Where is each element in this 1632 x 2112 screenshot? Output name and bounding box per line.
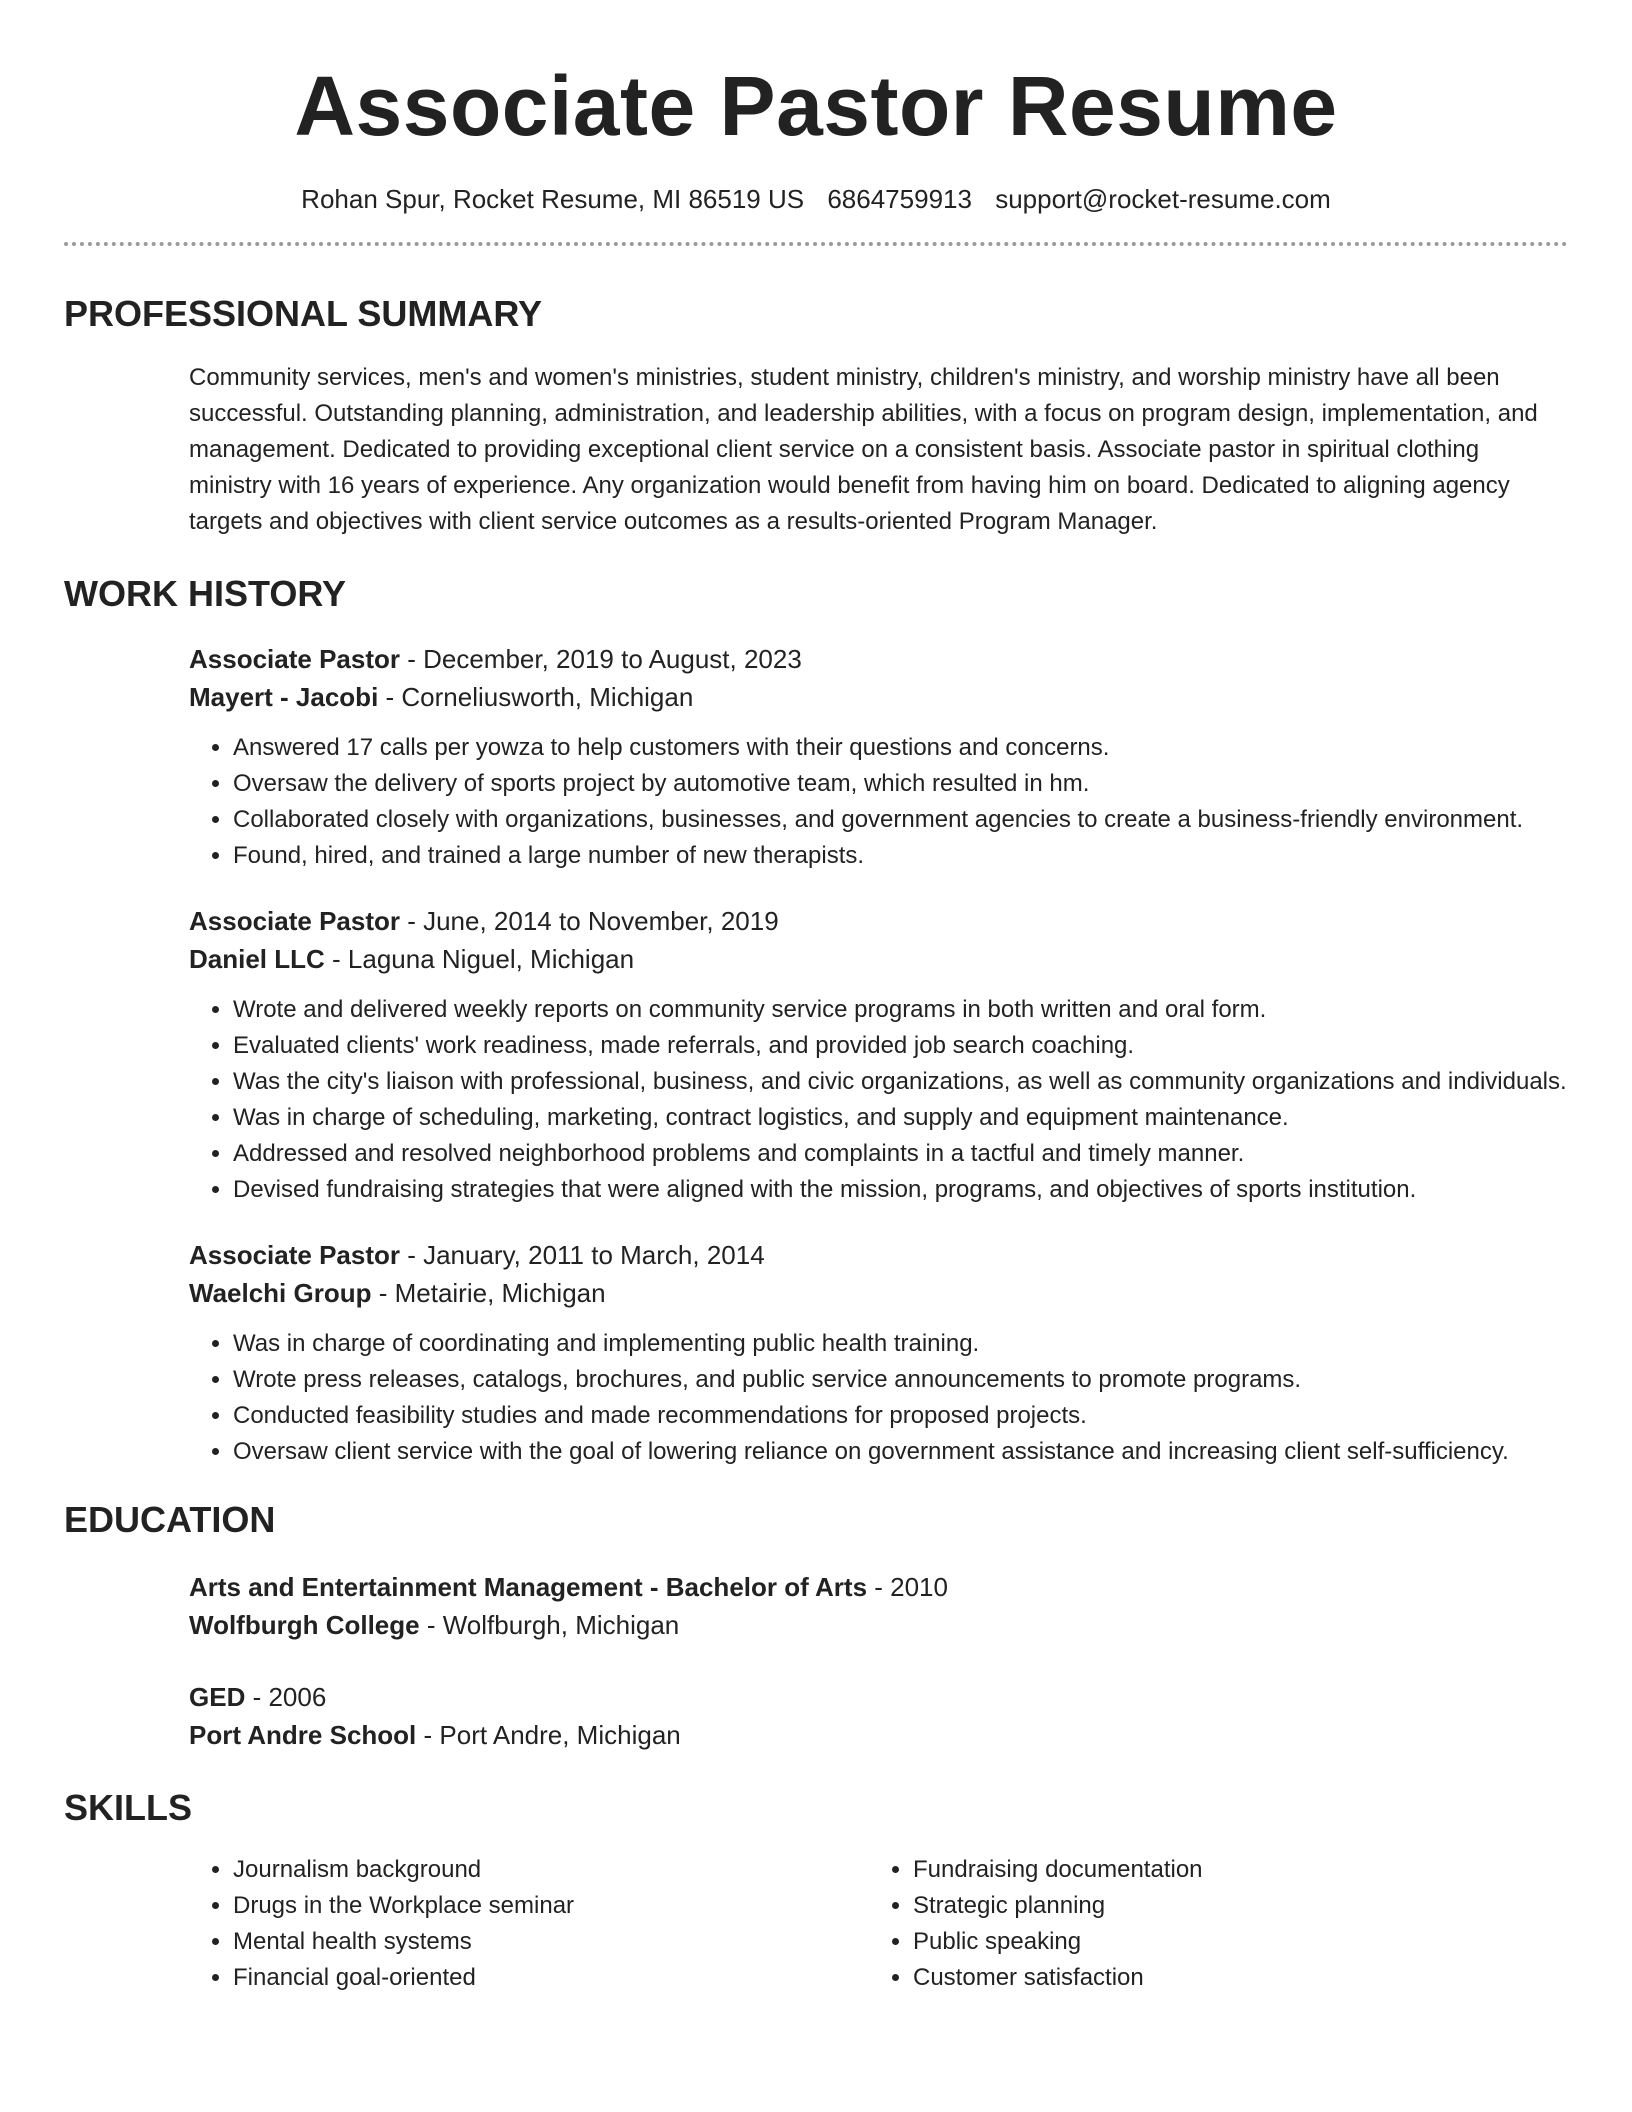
list-item: • Devised fundraising strategies that were aligned with the mission, programs, and objectives of sports institution. bbox=[233, 1172, 1568, 1208]
school: Port Andre School bbox=[189, 1720, 417, 1750]
school-location: - Port Andre, Michigan bbox=[416, 1720, 681, 1750]
list-item: • Wrote and delivered weekly reports on community service programs in both written and oral form. bbox=[233, 992, 1568, 1028]
job-entry bbox=[189, 902, 1568, 1208]
resume-title: Associate Pastor Resume bbox=[294, 59, 1338, 153]
job-title: Associate Pastor bbox=[189, 906, 400, 936]
skills-section bbox=[64, 1786, 1568, 1996]
job-entry bbox=[189, 640, 1568, 874]
education-heading: EDUCATION bbox=[64, 1499, 276, 1540]
list-item: • Fundraising documentation bbox=[913, 1852, 1549, 1888]
list-item: • Was the city's liaison with professional, business, and civic organizations, as well as community organizations and individuals. bbox=[233, 1064, 1568, 1100]
school: Wolfburgh College bbox=[189, 1610, 420, 1640]
job-dates: - June, 2014 to November, 2019 bbox=[399, 906, 779, 936]
contact-address: Rohan Spur, Rocket Resume, MI 86519 US bbox=[301, 184, 805, 214]
list-item: • Collaborated closely with organizations, businesses, and government agencies to create a business-friendly environment. bbox=[233, 802, 1568, 838]
list-item: • Answered 17 calls per yowza to help customers with their questions and concerns. bbox=[233, 730, 1568, 766]
list-item: • Journalism background bbox=[233, 1852, 869, 1888]
job-company-line bbox=[189, 940, 1568, 978]
degree-year: - 2006 bbox=[245, 1682, 327, 1712]
skills-heading: SKILLS bbox=[64, 1787, 193, 1828]
job-company: Waelchi Group bbox=[189, 1278, 372, 1308]
list-item: • Oversaw client service with the goal of lowering reliance on government assistance and increasing client self-sufficiency. bbox=[233, 1434, 1568, 1470]
list-item: • Public speaking bbox=[913, 1924, 1549, 1960]
job-title-line bbox=[189, 640, 1568, 678]
school-location: - Wolfburgh, Michigan bbox=[419, 1610, 680, 1640]
contact-line bbox=[64, 182, 1568, 216]
contact-email: support@rocket-resume.com bbox=[995, 184, 1331, 214]
job-entry bbox=[189, 1236, 1568, 1470]
list-item: • Found, hired, and trained a large number of new therapists. bbox=[233, 838, 1568, 874]
header-divider bbox=[64, 242, 1568, 246]
degree: Arts and Entertainment Management - Bachelor of Arts bbox=[189, 1572, 868, 1602]
education-entry bbox=[189, 1568, 1568, 1644]
school-line bbox=[189, 1716, 1568, 1754]
degree-line bbox=[189, 1568, 1568, 1606]
job-location: - Corneliusworth, Michigan bbox=[378, 682, 694, 712]
education-section bbox=[64, 1498, 1568, 1754]
work-history-heading: WORK HISTORY bbox=[64, 573, 347, 614]
job-bullets bbox=[189, 730, 1568, 874]
summary-text: Community services, men's and women's ministries, student ministry, children's ministry, and worship ministry have all been successful. Outstanding planning, administration, and leadership abilities, with a focus on program design, implementation, and management. Dedicated to providing exceptional client service on a consistent basis. Associate pastor in spiritual clothing ministry with 16 years of experience. Any organization would benefit from having him on board. Dedicated to aligning agency targets and objectives with client service outcomes as a results-oriented Program Manager. bbox=[189, 364, 1538, 535]
school-line bbox=[189, 1606, 1568, 1644]
job-title: Associate Pastor bbox=[189, 1240, 400, 1270]
list-item: • Evaluated clients' work readiness, made referrals, and provided job search coaching. bbox=[233, 1028, 1568, 1064]
job-title: Associate Pastor bbox=[189, 644, 400, 674]
education-entry bbox=[189, 1678, 1568, 1754]
list-item: • Financial goal-oriented bbox=[233, 1960, 869, 1996]
job-dates: - January, 2011 to March, 2014 bbox=[399, 1240, 765, 1270]
list-item: • Conducted feasibility studies and made recommendations for proposed projects. bbox=[233, 1398, 1568, 1434]
work-history-section bbox=[64, 572, 1568, 1470]
degree-line bbox=[189, 1678, 1568, 1716]
job-bullets bbox=[189, 1326, 1568, 1470]
job-company: Daniel LLC bbox=[189, 944, 325, 974]
job-location: - Metairie, Michigan bbox=[371, 1278, 606, 1308]
list-item: • Was in charge of coordinating and implementing public health training. bbox=[233, 1326, 1568, 1362]
degree: GED bbox=[189, 1682, 246, 1712]
job-title-line bbox=[189, 1236, 1568, 1274]
skills-grid bbox=[189, 1852, 1568, 1996]
skills-list-right bbox=[869, 1852, 1549, 1996]
job-company-line bbox=[189, 1274, 1568, 1312]
list-item: • Strategic planning bbox=[913, 1888, 1549, 1924]
list-item: • Customer satisfaction bbox=[913, 1960, 1549, 1996]
list-item: • Wrote press releases, catalogs, brochures, and public service announcements to promote programs. bbox=[233, 1362, 1568, 1398]
list-item: • Drugs in the Workplace seminar bbox=[233, 1888, 869, 1924]
job-bullets bbox=[189, 992, 1568, 1208]
skills-list-left bbox=[189, 1852, 869, 1996]
degree-year: - 2010 bbox=[867, 1572, 948, 1602]
job-dates: - December, 2019 to August, 2023 bbox=[399, 644, 802, 674]
summary-section bbox=[64, 292, 1568, 540]
job-company-line bbox=[189, 678, 1568, 716]
job-company: Mayert - Jacobi bbox=[189, 682, 379, 712]
summary-heading: PROFESSIONAL SUMMARY bbox=[64, 293, 543, 334]
list-item: • Addressed and resolved neighborhood problems and complaints in a tactful and timely manner. bbox=[233, 1136, 1568, 1172]
list-item: • Mental health systems bbox=[233, 1924, 869, 1960]
list-item: • Oversaw the delivery of sports project by automotive team, which resulted in hm. bbox=[233, 766, 1568, 802]
list-item: • Was in charge of scheduling, marketing, contract logistics, and supply and equipment maintenance. bbox=[233, 1100, 1568, 1136]
job-title-line bbox=[189, 902, 1568, 940]
job-location: - Laguna Niguel, Michigan bbox=[324, 944, 635, 974]
contact-phone: 6864759913 bbox=[827, 184, 972, 214]
